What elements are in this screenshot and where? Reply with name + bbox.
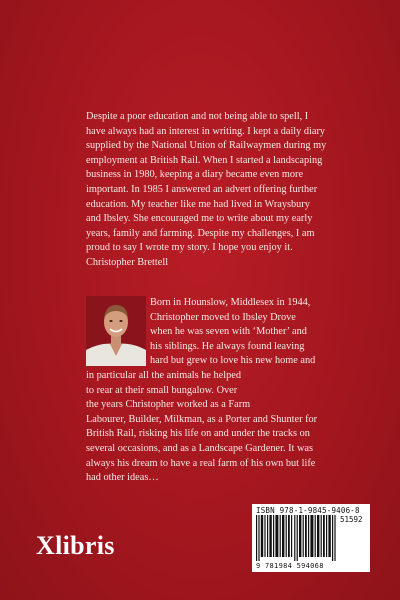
barcode bbox=[252, 504, 370, 572]
ean-digits: 9 781984 594068 bbox=[256, 562, 324, 570]
intro-paragraph: Despite a poor education and not being able to spell, I have always had an interest in writing. I kept a daily diary supplied by the National Union of Railwaymen during my employment at British Rail. When I started a landscaping business in 1980, keeping a diary became even more important. In 1985 I answered an advert offering further education. My teacher like me had lived in Wraysbury and Ibsley. She encouraged me to write about my early years, family and farming. Despite my challenges, I am proud to say I wrote my story. I hope you enjoy it. Christopher Brettell bbox=[86, 111, 327, 268]
price-code: 51592 bbox=[340, 515, 363, 524]
author-photo-image bbox=[86, 296, 146, 366]
ean-barcode-bars bbox=[256, 515, 338, 561]
author-photo bbox=[86, 296, 146, 366]
isbn-label: ISBN 978-1-9845-9406-8 bbox=[256, 506, 360, 515]
publisher-logo: Xlibris bbox=[36, 531, 115, 560]
author-bio-text: Born in Hounslow, Middlesex in 1944, Christopher moved to Ibsley Drove when he was seven with ‘Mother’ and his siblings. He always found leaving hard but grew to love his new home and in particular all the animals he helped to rear at their small bungalow. Over the years Christopher worked as a Farm Labourer, Builder, Milkman, as a Porter and Shunter for British Rail, risking his life on and under the tracks on several occasions, and as a Landscape Gardener. It was always his dream to have a real farm of his own but life had other ideas… bbox=[86, 297, 318, 484]
